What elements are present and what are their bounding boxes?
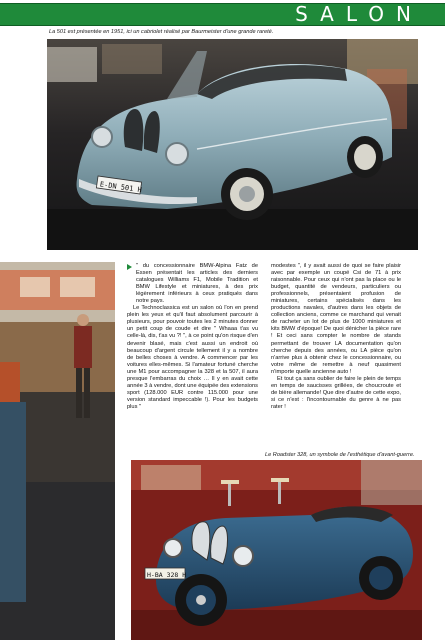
section-title: SALON — [295, 2, 423, 26]
bottom-photo-caption: Le Roadster 328, un symbole de l'esthétique d'avant-guerre. — [265, 452, 415, 458]
photo-bmw-328-roadster — [131, 460, 422, 640]
license-plate-501: E-DN 501 H — [99, 180, 143, 195]
paragraph: modestes ", il y avait aussi de quoi se faire plaisir avec par exemple un coupé Csi de 71 à prix raisonnable. Pour ceux qui n'ont pas la place ou le budget, quantité de vendeurs, particuliers ou professionnels, présentaient profusion de miniatures, certains spécialisés dans les productions navales, d'autres dans les objets de collection anciens, comme ce marchand qui venait de racheter un lot de plus de 1000 miniatures et kits BMW d'époque! De quoi dénicher la pièce rare ! Et ceci sans compter le nombre de stands permettant de trouver LA documentation qu'on cherche depuis des années, ou LA pièce qu'on n'arrive plus à obtenir chez le concessionnaire, ou votre même de remettre à neuf quasiment n'importe quelle ancienne auto ! — [271, 263, 401, 375]
article-column-1 — [127, 263, 258, 411]
hall-illustration — [0, 262, 115, 640]
paragraph: " du concessionnaire BMW-Alpina Fatz de Essen présentait les articles des derniers catalogues Williams F1, Mobile Tradition et BMW Lifestyle et miniatures, à des prix légèrement inférieurs à ceux pratiqués dans notre pays. — [136, 263, 258, 305]
paragraph: Le Technoclassica est un salon où l'on en prend plein les yeux et qu'il faut absolument parcourir à plusieurs, pour pouvoir toutes les 2 minutes donner un petit coup de coude et dire " Whaaa t'as vu celle-là, dis, t'as vu ?! ", à ce point qu'on risque d'en devenir blasé, mais c'est aussi un endroit où beaucoup d'argent circule tellement il y a nombre de belles choses à vendre. A commencer par les voitures elles-mêmes. Si l'amateur fortuné cherche une M1 pour accompagner la 328 et la 507, il aura presque l'embarras du choix … Il y en avait cette année 3 à vendre, dont une équipée des extensions sport (128.000 EUR contre 115.000 pour une version standard impeccable !). Pour les budgets plus " — [127, 305, 258, 410]
car-illustration-328 — [131, 460, 422, 640]
photo-bmw-501-cabriolet — [47, 39, 418, 250]
article-column-2 — [271, 263, 401, 411]
top-photo-caption: La 501 est présentée en 1951, ici un cabriolet réalisé par Baurmeister d'une grande rareté. — [49, 29, 274, 35]
section-header-bar — [0, 3, 445, 26]
paragraph: Et tout ça sans oublier de faire le plein de temps en temps de saucisses grillées, de choucroute et de bière allemande! Que dire d'autre de cette expo, si ce n'est : l'incontournable du genre à ne pas rater ! — [271, 375, 401, 410]
license-plate-328: H-BA 328 H — [147, 571, 187, 579]
photo-exhibition-hall — [0, 262, 115, 640]
car-illustration-501 — [47, 39, 418, 250]
